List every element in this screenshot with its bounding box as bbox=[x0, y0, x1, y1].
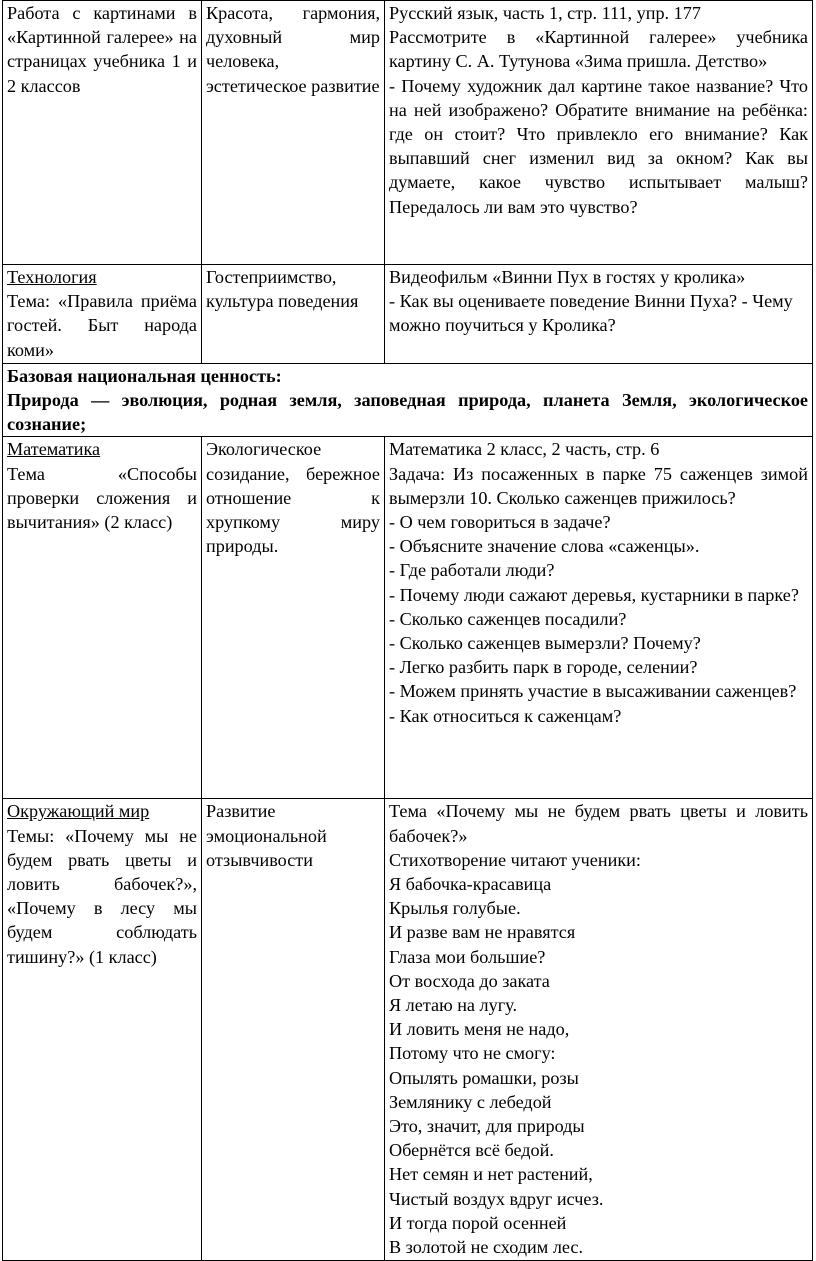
content-line: - Можем принять участие в высаживании саженцев? bbox=[389, 681, 797, 702]
content-line: Видеофильм «Винни Пух в гостях у кролика» bbox=[389, 267, 746, 287]
cell-value bbox=[202, 265, 385, 364]
content-line: Рассмотрите в «Картинной галерее» учебника картину С. А. Тутунова «Зима пришла. Детство» bbox=[389, 27, 808, 72]
subject-title: Технология bbox=[7, 267, 97, 287]
table-row bbox=[3, 437, 813, 799]
content-line: - Легко разбить парк в городе, селении? bbox=[389, 657, 698, 678]
poem-line: И ловить меня не надо, bbox=[389, 1019, 570, 1040]
content-line: Стихотворение читают ученики: bbox=[389, 849, 641, 870]
cell-lesson bbox=[3, 265, 202, 364]
content-line: - О чем говориться в задаче? bbox=[389, 512, 611, 533]
poem-line: Чистый воздух вдруг исчез. bbox=[389, 1188, 604, 1209]
poem-line: В золотой не сходим лес. bbox=[389, 1237, 584, 1258]
cell-value bbox=[202, 799, 385, 1261]
lesson-table bbox=[2, 0, 813, 1261]
content-line: - Сколько саженцев посадили? bbox=[389, 608, 627, 629]
poem-line: Землянику с лебедой bbox=[389, 1091, 552, 1112]
content-line: Тема «Почему мы не будем рвать цветы и ловить бабочек?» bbox=[389, 801, 808, 846]
cell-value bbox=[202, 1, 385, 265]
poem-line: Я бабочка-красавица bbox=[389, 874, 552, 895]
poem-line: Опылять ромашки, розы bbox=[389, 1067, 579, 1088]
topic-text: Тема: «Правила приёма гостей. Быт народа коми» bbox=[7, 291, 197, 360]
value-header-text: Природа — эволюция, родная земля, заповедная природа, планета Земля, экологическое сознание; bbox=[7, 390, 808, 435]
cell-lesson bbox=[3, 1, 202, 265]
poem-line: Обернётся всё бедой. bbox=[389, 1140, 554, 1161]
content-line: - Почему люди сажают деревья, кустарники в парке? bbox=[389, 584, 799, 605]
table-row bbox=[3, 265, 813, 364]
content-line: Математика 2 класс, 2 часть, стр. 6 bbox=[389, 439, 660, 460]
cell-content bbox=[385, 799, 813, 1261]
poem-line: И разве вам не нравятся bbox=[389, 922, 576, 943]
subject-title: Окружающий мир bbox=[7, 801, 150, 822]
poem-line: От восхода до заката bbox=[389, 970, 550, 991]
cell-value bbox=[202, 437, 385, 799]
value-header-cell bbox=[3, 363, 813, 437]
poem-line: Глаза мои большие? bbox=[389, 946, 546, 967]
lesson-text: Работа с картинами в «Картинной галерее» на страницах учебника 1 и 2 классов bbox=[7, 3, 197, 96]
poem-line: И тогда порой осенней bbox=[389, 1212, 567, 1233]
value-text: Экологическое созидание, бережное отношение к хрупкому миру природы. bbox=[206, 439, 380, 557]
content-line: - Как относиться к саженцам? bbox=[389, 705, 622, 726]
content-line: Задача: Из посаженных в парке 75 саженцев зимой вымерзли 10. Сколько саженцев прижилось? bbox=[389, 463, 808, 508]
value-header-label: Базовая национальная ценность: bbox=[7, 365, 282, 386]
poem-line: Потому что не смогу: bbox=[389, 1043, 556, 1064]
content-line: - Где работали люди? bbox=[389, 560, 555, 581]
content-line: - Как вы оцениваете поведение Винни Пуха? - Чему можно поучиться у Кролика? bbox=[389, 291, 793, 336]
table-row bbox=[3, 1, 813, 265]
value-text: Красота, гармония, духовный мир человека, эстетическое развитие bbox=[206, 3, 380, 96]
value-header-row bbox=[3, 363, 813, 437]
content-line: - Объясните значение слова «саженцы». bbox=[389, 536, 700, 557]
poem-line: Это, значит, для природы bbox=[389, 1116, 585, 1137]
topic-text: Темы: «Почему мы не будем рвать цветы и ловить бабочек?», «Почему в лесу мы будем соблюдать тишину?» (1 класс) bbox=[7, 825, 197, 967]
topic-text: Тема «Способы проверки сложения и вычитания» (2 класс) bbox=[7, 463, 197, 533]
cell-lesson bbox=[3, 799, 202, 1261]
value-text: Развитие эмоциональной отзывчивости bbox=[206, 801, 327, 870]
cell-content bbox=[385, 265, 813, 364]
content-line: - Сколько саженцев вымерзли? Почему? bbox=[389, 633, 701, 654]
value-text: Гостеприимство, культура поведения bbox=[206, 267, 359, 312]
poem-line: Я летаю на лугу. bbox=[389, 995, 518, 1016]
content-line: - Почему художник дал картине такое название? Что на ней изображено? Обратите внимание на ребёнка: где он стоит? Что привлекло его внимание? Как выпавший снег изменил вид за окном? Как вы думаете, какое чувство испытывает малыш? Передалось ли вам это чувство? bbox=[389, 75, 808, 217]
cell-content bbox=[385, 1, 813, 265]
content-line: Русский язык, часть 1, стр. 111, упр. 177 bbox=[389, 3, 701, 23]
cell-lesson bbox=[3, 437, 202, 799]
poem-line: Крылья голубые. bbox=[389, 898, 521, 919]
poem-line: Нет семян и нет растений, bbox=[389, 1164, 593, 1185]
table-row bbox=[3, 799, 813, 1261]
subject-title: Математика bbox=[7, 439, 101, 460]
cell-content bbox=[385, 437, 813, 799]
